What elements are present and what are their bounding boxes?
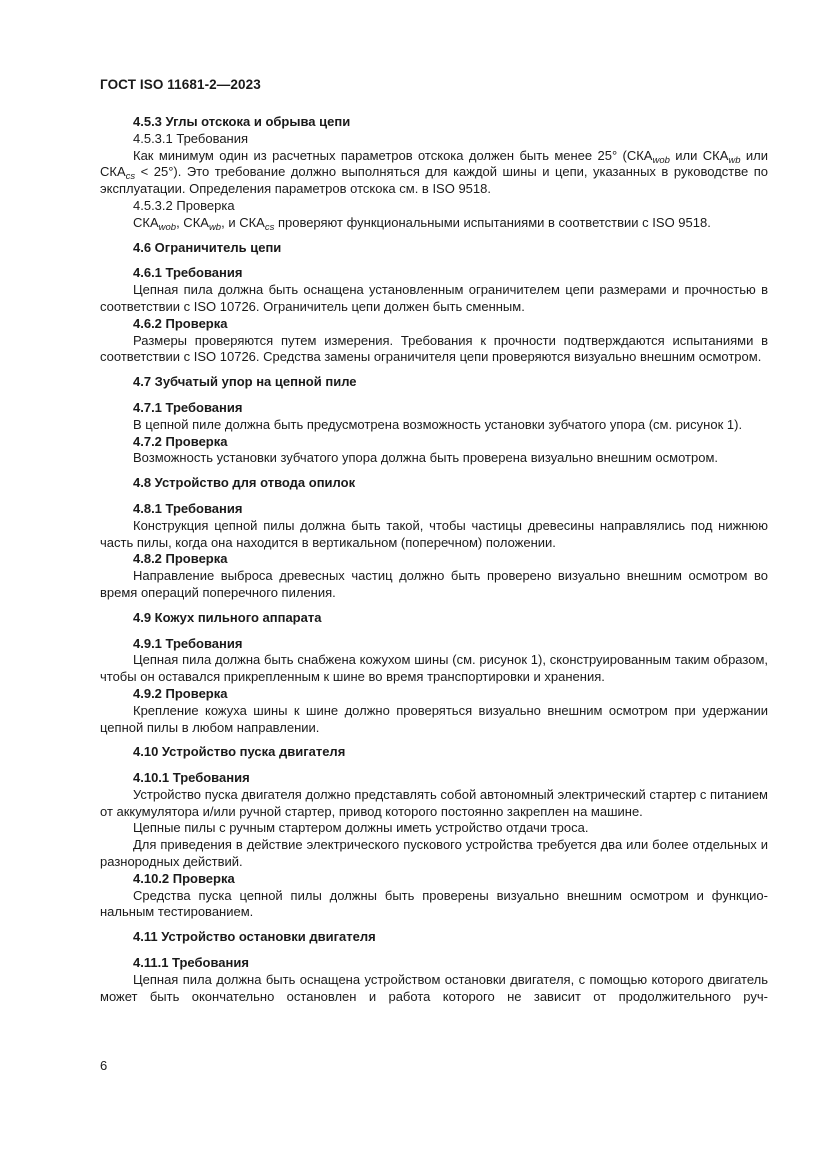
section-4-7-2-text: Возможность установки зубчатого упора должна быть проверена визуально внешним осмотром. — [133, 450, 719, 466]
section-4-5-3-title: 4.5.3 Углы отскока и обрыва цепи — [133, 114, 351, 129]
section-4-10-1-title: 4.10.1 Требования — [133, 770, 250, 786]
section-4-7-2-title: 4.7.2 Проверка — [133, 433, 228, 449]
section-4-10-1-text-2: Цепные пилы с ручным стартером должны иметь устройство отдачи троса. — [133, 820, 589, 836]
section-4-7-1-title: 4.7.1 Требования — [133, 399, 243, 415]
section-4-9-2-text: Крепление кожуха шины к шине должно проверяться визуально внешним осмотром при удержании цепной пилы в любом направлении. — [100, 702, 768, 735]
section-4-6-2-text: Размеры проверяются путем измерения. Требования к прочности подтверждаются испытаниями в соответствии с ISO 10726. Средства замены ограничителя цепи проверяются визуально внешним осмотром. — [100, 332, 768, 365]
section-4-6-1-title: 4.6.1 Требования — [133, 265, 243, 281]
section-4-10-1-text-3: Для приведения в действие электрического пускового устройства требуется два или более отдельных и разнородных действий. — [100, 837, 768, 870]
section-4-10-1-text-1: Устройство пуска двигателя должно представлять собой автономный электрический стартер с питанием от аккумулятора и/или ручной стартер, привод которого постоянно закреплен на машине. — [100, 786, 768, 819]
section-4-5-3-2-label: 4.5.3.2 Проверка — [133, 197, 235, 213]
section-4-8-title: 4.8 Устройство для отвода опилок — [133, 475, 356, 491]
page-number: 6 — [100, 1058, 108, 1073]
section-4-9-2-title: 4.9.2 Проверка — [133, 685, 228, 701]
section-4-10-title: 4.10 Устройство пуска двигателя — [133, 744, 346, 760]
section-4-8-2-title: 4.8.2 Проверка — [133, 551, 228, 567]
section-4-8-1-title: 4.8.1 Требования — [133, 500, 243, 516]
section-4-10-2-text: Средства пуска цепной пилы должны быть проверены визуально внешним осмотром и функциональным тестированием. — [100, 887, 768, 920]
section-4-9-1-text: Цепная пила должна быть снабжена кожухом шины (см. рисунок 1), сконструированным таким образом, чтобы он оставался прикрепленным к шине во время транспортировки и хранения. — [100, 652, 768, 685]
section-4-11-1-title: 4.11.1 Требования — [133, 955, 249, 971]
section-4-8-1-text: Конструкция цепной пилы должна быть такой, чтобы частицы древесины направлялись под нижнюю часть пилы, когда она находится в вертикальном (поперечном) положении. — [100, 517, 768, 550]
section-4-7-1-text: В цепной пиле должна быть предусмотрена возможность установки зубчатого упора (см. рисунок 1). — [133, 416, 743, 432]
section-4-9-title: 4.9 Кожух пильного аппарата — [133, 609, 322, 625]
section-4-5-3-1-text: Как минимум один из расчетных параметров отскока должен быть менее 25° ($СКА_{wob}$ или $СКА_{wb}$ или $СКА_{cs} < 25^\circ$). Это требование должно выполняться для каждой шины и цепи, указанных в руководстве по эксплуатации. Определения параметров отскока см. в ISO 9518. — [100, 147, 768, 197]
section-4-9-1-title: 4.9.1 Требования — [133, 635, 243, 651]
section-4-5-3-1-label: 4.5.3.1 Требования — [133, 130, 249, 146]
section-4-8-2-text: Направление выброса древесных частиц должно быть проверено визуально внешним осмотром во время операций поперечного пиления. — [100, 568, 768, 600]
section-4-11-title: 4.11 Устройство остановки двигателя — [133, 929, 376, 945]
section-4-5-3-2-text: $СКА_{wob}$, $СКА_{wb}$, и $СКА_{cs}$ проверяют функциональными испытаниями в соответствии с ISO 9518. — [133, 214, 711, 233]
section-4-7-title: 4.7 Зубчатый упор на цепной пиле — [133, 374, 357, 390]
section-4-10-2-title: 4.10.2 Проверка — [133, 870, 235, 886]
document-body — [100, 114, 768, 1005]
document-header: ГОСТ ISO 11681-2—2023 — [100, 77, 261, 92]
section-4-11-1-text: Цепная пила должна быть оснащена устройством остановки двигателя, с помощью которого двигатель может быть окончательно остановлен и работа которого не зависит от продолжительного руч- — [100, 971, 768, 1004]
section-4-6-title: 4.6 Ограничитель цепи — [133, 239, 282, 255]
section-4-6-1-text: Цепная пила должна быть оснащена установленным ограничителем цепи размерами и прочностью в соответствии с ISO 10726. Ограничитель цепи должен быть сменным. — [100, 282, 768, 314]
section-4-6-2-title: 4.6.2 Проверка — [133, 315, 228, 331]
